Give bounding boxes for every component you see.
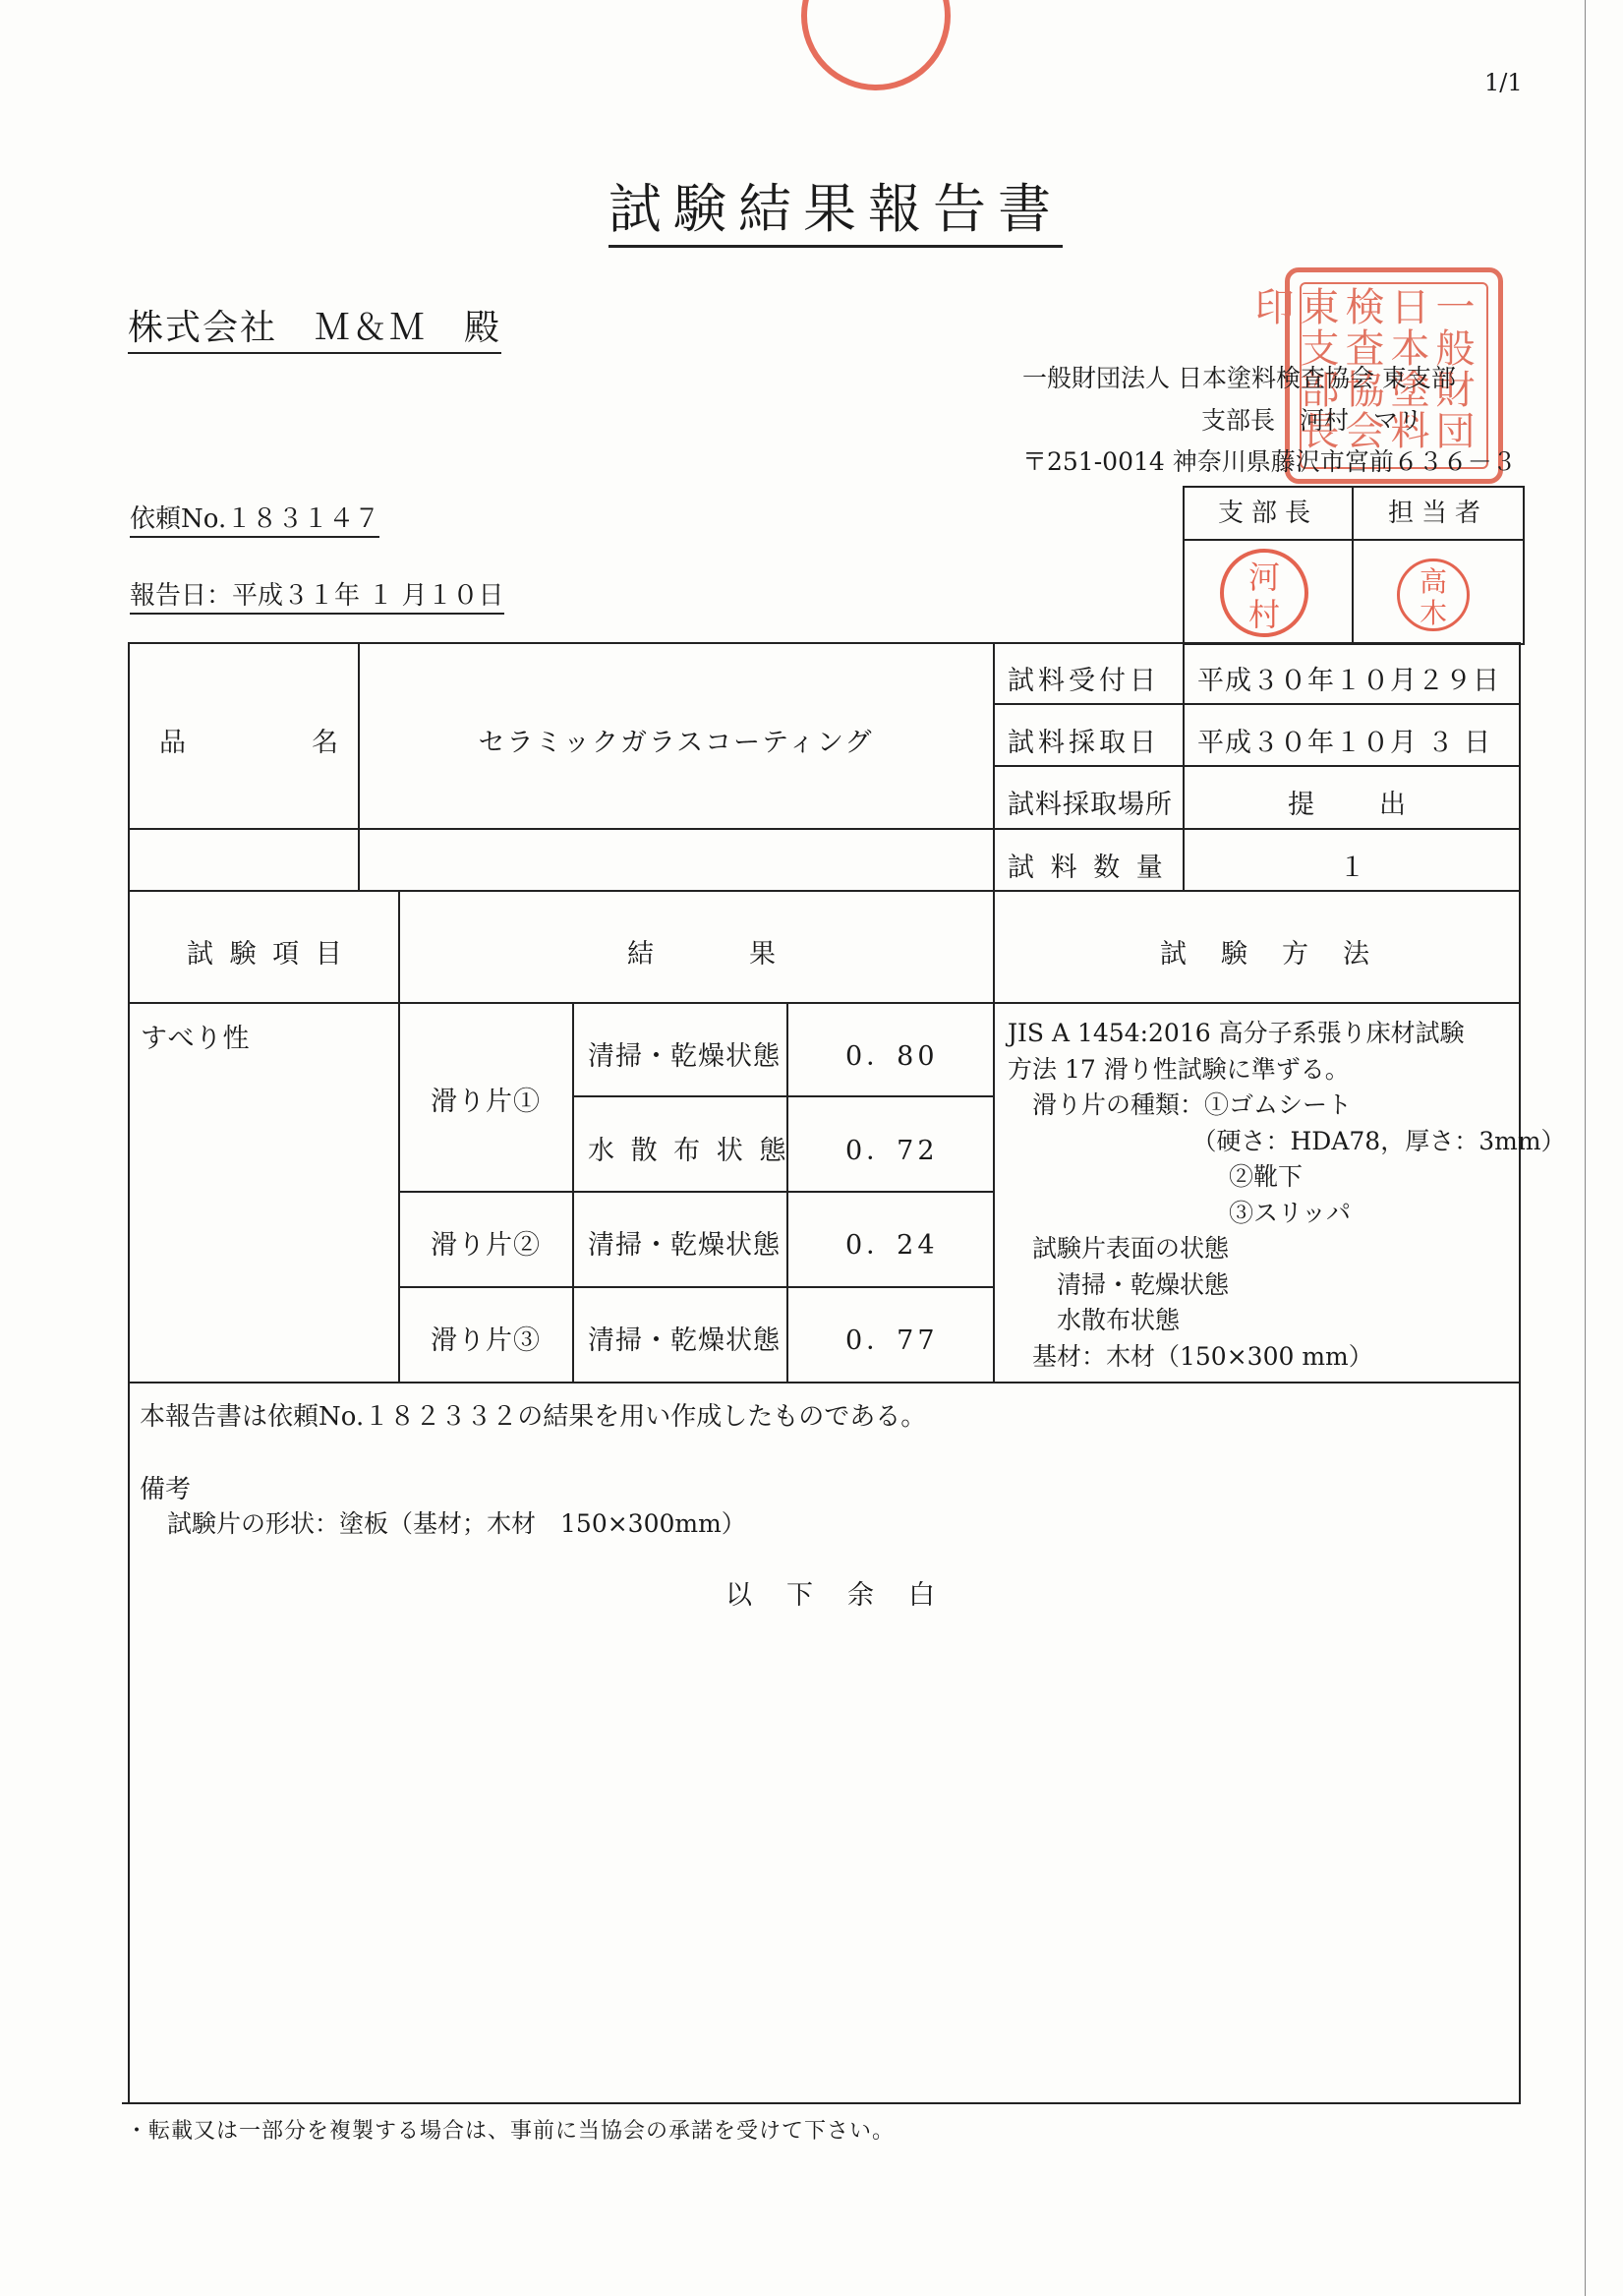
issuer-organization: 一般財団法人 日本塗料検査協会 東支部 bbox=[1022, 364, 1456, 392]
table-left-border bbox=[128, 642, 130, 2104]
grid-v-method bbox=[993, 642, 995, 1382]
grid-h-4 bbox=[128, 890, 1521, 892]
approval-person-in-charge bbox=[1354, 488, 1523, 643]
grid-v-item bbox=[398, 890, 400, 1382]
method-line: ③スリッパ bbox=[1008, 1198, 1352, 1227]
sample-name-label: 品 名 bbox=[159, 728, 342, 758]
issuer-address: 〒251-0014 神奈川県藤沢市宮前６３６－３ bbox=[1022, 447, 1517, 476]
test-item-slip: すべり性 bbox=[141, 1024, 251, 1054]
condition-4: 清掃・乾燥状態 bbox=[588, 1325, 781, 1356]
header-test-item: 試 験 項 目 bbox=[187, 939, 346, 970]
report-date: 報告日：平成３１年 １ 月１０日 bbox=[130, 575, 504, 615]
grid-h-9 bbox=[128, 1382, 1521, 1383]
approval-header-staff: 担当者 bbox=[1354, 488, 1523, 541]
method-line: 水散布状態 bbox=[1008, 1306, 1181, 1334]
received-date-value: 平成３０年１０月２９日 bbox=[1197, 666, 1500, 696]
grid-h-6 bbox=[572, 1095, 993, 1097]
top-seal-stamp bbox=[801, 0, 951, 90]
notes-reference: 本報告書は依頼No.１８２３３２の結果を用い作成したものである。 bbox=[140, 1402, 927, 1432]
grid-h-2 bbox=[993, 765, 1521, 767]
sampling-place-value: 提 出 bbox=[1288, 790, 1410, 820]
slider-3-label: 滑り片③ bbox=[431, 1325, 541, 1356]
condition-3: 清掃・乾燥状態 bbox=[588, 1230, 781, 1261]
value-1: 0．80 bbox=[845, 1041, 939, 1072]
document-title: 試験結果報告書 bbox=[609, 167, 1063, 248]
slider-1-label: 滑り片① bbox=[431, 1087, 541, 1117]
method-line: 滑り片の種類：①ゴムシート bbox=[1008, 1090, 1353, 1119]
slider-2-label: 滑り片② bbox=[431, 1230, 541, 1261]
value-3: 0．24 bbox=[845, 1230, 939, 1261]
page-number: 1/1 bbox=[1484, 69, 1523, 96]
approval-header-manager: 支部長 bbox=[1185, 488, 1352, 541]
sample-quantity-value: １ bbox=[1339, 853, 1369, 883]
issuer-manager: 支部長 河村 マリ bbox=[1201, 406, 1423, 435]
method-line: （硬さ：HDA78，厚さ：3mm） bbox=[1008, 1126, 1566, 1155]
remarks-label: 備考 bbox=[140, 1475, 192, 1504]
end-mark: 以 下 余 白 bbox=[725, 1580, 939, 1611]
staff-stamp: 高 木 bbox=[1397, 559, 1470, 631]
condition-2: 水 散 布 状 態 bbox=[588, 1136, 790, 1166]
recipient: 株式会社 Ｍ＆Ｍ 殿 bbox=[128, 300, 501, 354]
received-date-label: 試料受付日 bbox=[1008, 666, 1160, 696]
sampling-date-label: 試料採取日 bbox=[1008, 728, 1160, 758]
request-number: 依頼No.１８３１４７ bbox=[130, 499, 379, 538]
method-line: 清掃・乾燥状態 bbox=[1008, 1269, 1230, 1299]
header-result: 結 果 bbox=[627, 939, 780, 970]
sample-quantity-label: 試 料 数 量 bbox=[1008, 853, 1167, 883]
sampling-date-value: 平成３０年１０月 ３ 日 bbox=[1197, 728, 1492, 758]
remarks-text: 試験片の形状：塗板（基材；木材 150×300mm） bbox=[167, 1509, 746, 1538]
header-test-method: 試 験 方 法 bbox=[1160, 939, 1373, 970]
footer-notice: ・転載又は一部分を複製する場合は、事前に当協会の承諾を受けて下さい。 bbox=[126, 2119, 896, 2144]
approval-branch-manager bbox=[1185, 488, 1354, 643]
sample-name-value: セラミックガラスコーティング bbox=[478, 728, 874, 758]
value-2: 0．72 bbox=[845, 1136, 939, 1166]
method-line: 試験片表面の状態 bbox=[1008, 1234, 1230, 1263]
grid-h-3 bbox=[128, 828, 1521, 830]
table-top-border bbox=[128, 642, 1521, 644]
grid-h-5 bbox=[128, 1002, 1521, 1004]
method-line: 方法 17 滑り性試験に準ずる。 bbox=[1008, 1054, 1350, 1084]
grid-h-7 bbox=[398, 1191, 993, 1193]
test-method-description bbox=[1008, 1016, 1566, 1375]
table-bottom-border bbox=[122, 2102, 1521, 2104]
page-edge-line bbox=[1585, 0, 1586, 2296]
approval-box bbox=[1183, 486, 1525, 645]
grid-h-8 bbox=[398, 1286, 993, 1288]
value-4: 0．77 bbox=[845, 1325, 939, 1356]
method-line: JIS A 1454:2016 高分子系張り床材試験 bbox=[1008, 1019, 1465, 1047]
sampling-place-label: 試料採取場所 bbox=[1008, 790, 1173, 820]
document-title-container bbox=[0, 167, 1623, 248]
condition-1: 清掃・乾燥状態 bbox=[588, 1041, 781, 1072]
method-line: ②靴下 bbox=[1008, 1162, 1304, 1191]
manager-stamp: 河 村 bbox=[1220, 549, 1308, 637]
grid-h-1 bbox=[993, 703, 1521, 705]
grid-v-name bbox=[358, 642, 360, 890]
method-line: 基材：木材（150×300 mm） bbox=[1008, 1341, 1373, 1371]
organization-seal-text: 一般財団日本塗料検査協会東支部長印 bbox=[1248, 286, 1475, 451]
